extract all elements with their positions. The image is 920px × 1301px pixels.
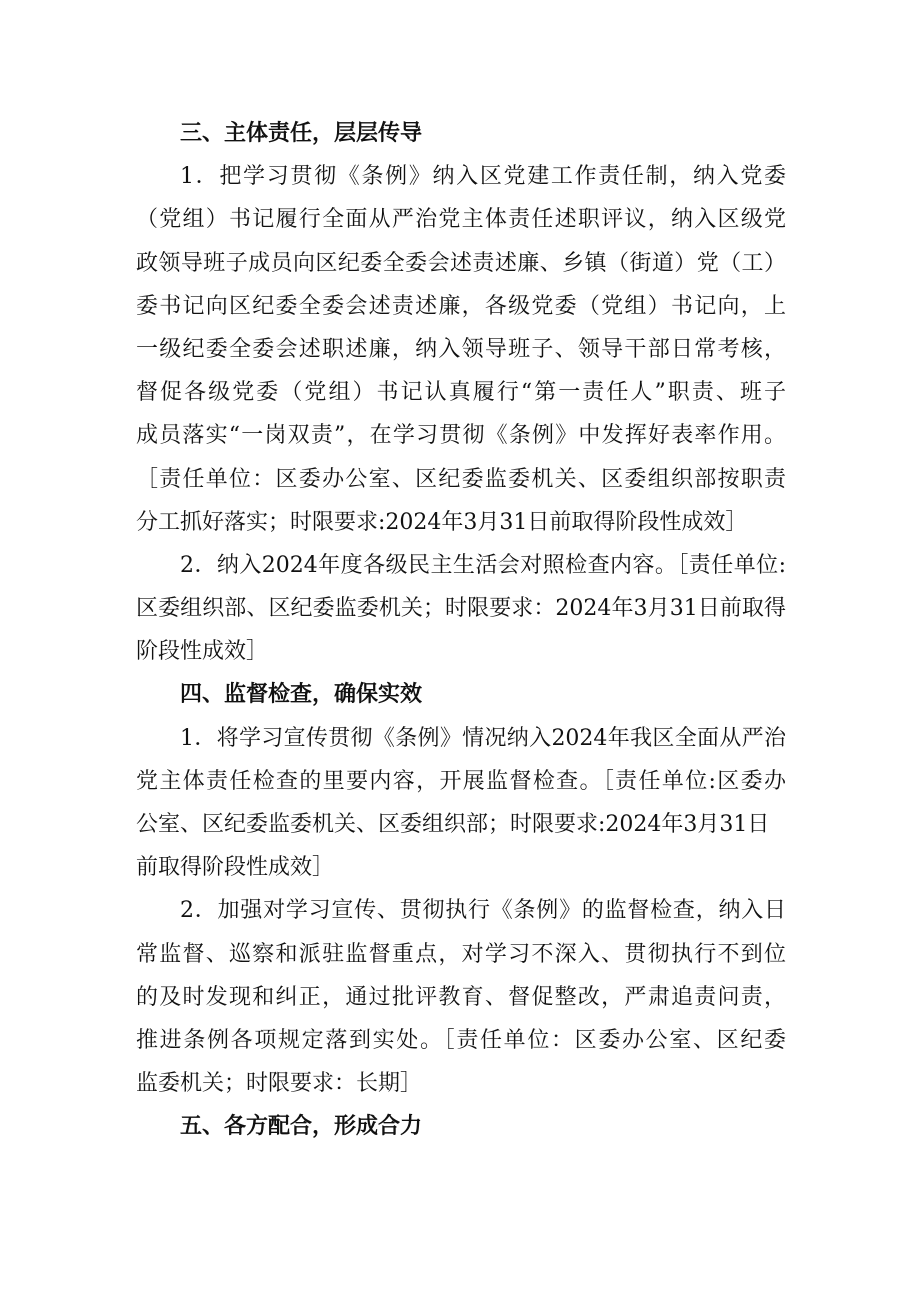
paragraph-line: （党组）书记履行全面从严治党主体责任述职评议，纳入区级党 — [136, 207, 786, 233]
paragraph-line: 1．把学习贯彻《条例》纳入区党建工作责任制，纳入党委 — [180, 164, 786, 190]
paragraph-line: 2．加强对学习宣传、贯彻执行《条例》的监督检查，纳入日 — [180, 898, 786, 924]
paragraph-line: 前取得阶段性成效］ — [136, 855, 335, 881]
paragraph-line: 阶段性成效］ — [136, 639, 269, 665]
paragraph-line: 常监督、巡察和派驻监督重点，对学习不深入、贯彻执行不到位 — [136, 941, 786, 967]
paragraph-line: 委书记向区纪委全委会述责述廉，各级党委（党组）书记向，上 — [136, 293, 786, 319]
paragraph-line: 成员落实“一岗双责”，在学习贯彻《条例》中发挥好表率作用。 — [136, 423, 786, 449]
paragraph-item — [136, 155, 786, 544]
paragraph-line: 区委组织部、区纪委监委机关；时限要求：2024年3月31日前取得 — [136, 596, 786, 622]
paragraph-line: 分工抓好落实；时限要求:2024年3月31日前取得阶段性成效］ — [136, 509, 748, 535]
document-page — [136, 112, 786, 1149]
paragraph-line: 的及时发现和纠正，通过批评教育、督促整改，严肃追责问责， — [136, 984, 786, 1010]
section-heading: 三、主体责任，层层传导 — [180, 121, 423, 146]
section-heading: 四、监督检查，确保实效 — [180, 682, 423, 708]
paragraph-item — [136, 889, 786, 1105]
paragraph-line: 督促各级党委（党组）书记认真履行“第一责任人”职责、班子 — [136, 380, 786, 406]
paragraph-line: 1．将学习宣传贯彻《条例》情况纳入2024年我区全面从严治 — [180, 725, 786, 751]
paragraph-item — [136, 717, 786, 890]
paragraph-line: 监委机关；时限要求：长期］ — [136, 1071, 423, 1097]
paragraph-line: 政领导班子成员向区纪委全委会述责述廉、乡镇（街道）党（工） — [136, 250, 786, 276]
paragraph-line: 党主体责任检查的里要内容，开展监督检查。［责任单位:区委办 — [136, 768, 786, 794]
paragraph-line: 公室、区纪委监委机关、区委组织部；时限要求:2024年3月31日 — [136, 812, 770, 837]
paragraph-line: ［责任单位：区委办公室、区纪委监委机关、区委组织部按职责 — [136, 466, 786, 492]
section-heading: 五、各方配合，形成合力 — [180, 1114, 423, 1140]
paragraph-line: 2．纳入2024年度各级民主生活会对照检查内容。［责任单位: — [180, 552, 786, 578]
paragraph-item — [136, 544, 786, 674]
paragraph-line: 一级纪委全委会述职述廉，纳入领导班子、领导干部日常考核， — [136, 336, 786, 362]
paragraph-line: 推进条例各项规定落到实处。［责任单位：区委办公室、区纪委 — [136, 1027, 786, 1053]
